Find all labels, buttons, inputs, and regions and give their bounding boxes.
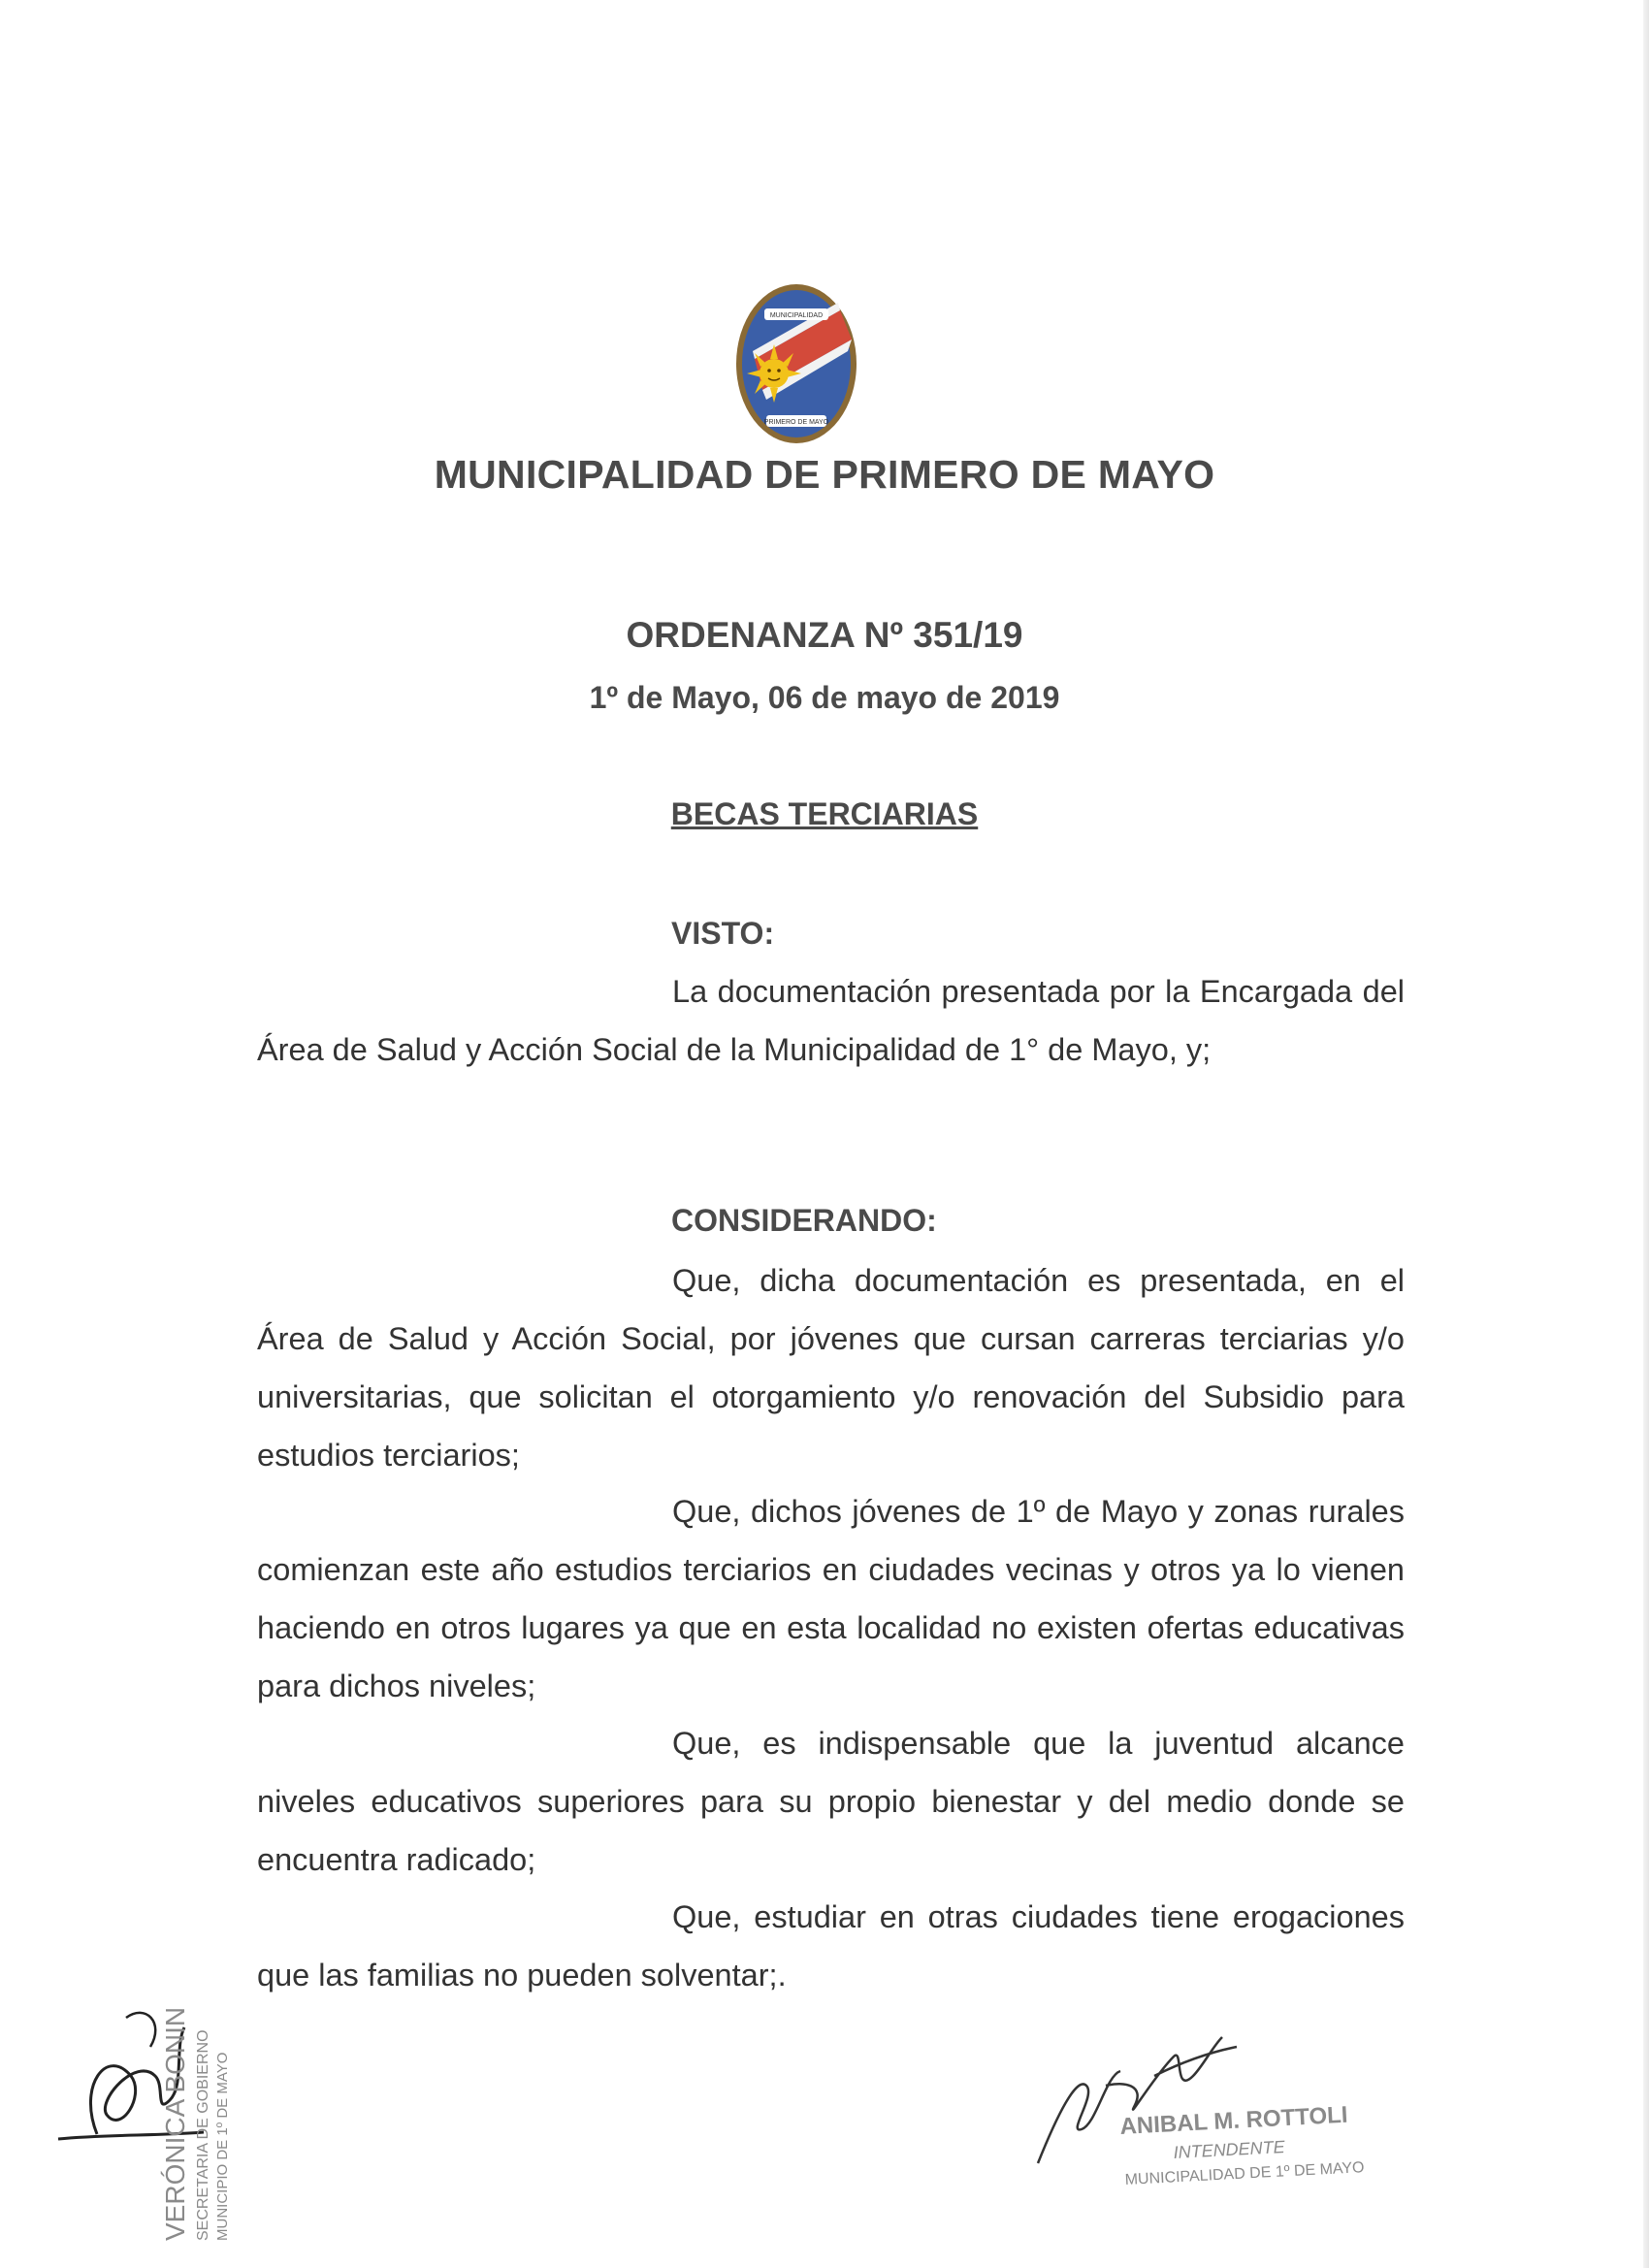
considerando-paragraph-3	[257, 1714, 1405, 1889]
paragraph-text: Que, estudiar en otras ciudades tiene erogaciones que las familias no pueden solventar;.	[257, 1899, 1405, 1993]
considerando-paragraph-4	[257, 1888, 1405, 2004]
visto-text: La documentación presentada por la Encargada del Área de Salud y Acción Social de la Municipalidad de 1° de Mayo, y;	[257, 974, 1405, 1067]
signature-left	[39, 1930, 291, 2251]
ordinance-number: ORDENANZA Nº 351/19	[626, 615, 1023, 655]
paragraph-text: Que, dicha documentación es presentada, en el Área de Salud y Acción Social, por jóvenes que cursan carreras terciarias y/o universitarias, que solicitan el otorgamiento y/o renovación del Subsidio para estudios terciarios;	[257, 1263, 1405, 1473]
stamp-left-line-3: MUNICIPIO DE 1º DE MAYO	[214, 2052, 231, 2241]
stamp-right-title: INTENDENTE	[1173, 2137, 1286, 2162]
stamp-left-line-2: SECRETARIA DE GOBIERNO	[195, 2029, 211, 2241]
stamp-left-line-1: VERÓNICA BONIN	[160, 2006, 190, 2241]
paragraph-text: Que, dichos jóvenes de 1º de Mayo y zonas rurales comienzan este año estudios terciarios en ciudades vecinas y otros ya lo vienen haciendo en otros lugares ya que en esta localidad no existen ofertas educativas para dichos niveles;	[257, 1494, 1405, 1703]
considerando-paragraph-2	[257, 1482, 1405, 1715]
visto-paragraph	[257, 962, 1405, 1079]
municipal-seal-logo	[733, 281, 859, 446]
signature-right	[1028, 2018, 1397, 2192]
seal-top-text: MUNICIPALIDAD	[769, 312, 824, 319]
considerando-heading: CONSIDERANDO:	[671, 1203, 937, 1238]
scan-edge	[1643, 0, 1649, 2268]
institution-title: MUNICIPALIDAD DE PRIMERO DE MAYO	[434, 452, 1215, 497]
seal-bottom-text: PRIMERO DE MAYO	[763, 419, 829, 426]
paragraph-text: Que, es indispensable que la juventud alcance niveles educativos superiores para su propio bienestar y del medio donde se encuentra radicado;	[257, 1726, 1405, 1877]
considerando-paragraph-1	[257, 1251, 1405, 1484]
stamp-right-name: ANIBAL M. ROTTOLI	[1118, 2101, 1349, 2140]
stamp-right-institution: MUNICIPALIDAD DE 1º DE MAYO	[1124, 2159, 1365, 2188]
ordinance-date: 1º de Mayo, 06 de mayo de 2019	[589, 680, 1060, 715]
visto-heading: VISTO:	[671, 916, 775, 951]
ordinance-subject: BECAS TERCIARIAS	[670, 796, 979, 831]
